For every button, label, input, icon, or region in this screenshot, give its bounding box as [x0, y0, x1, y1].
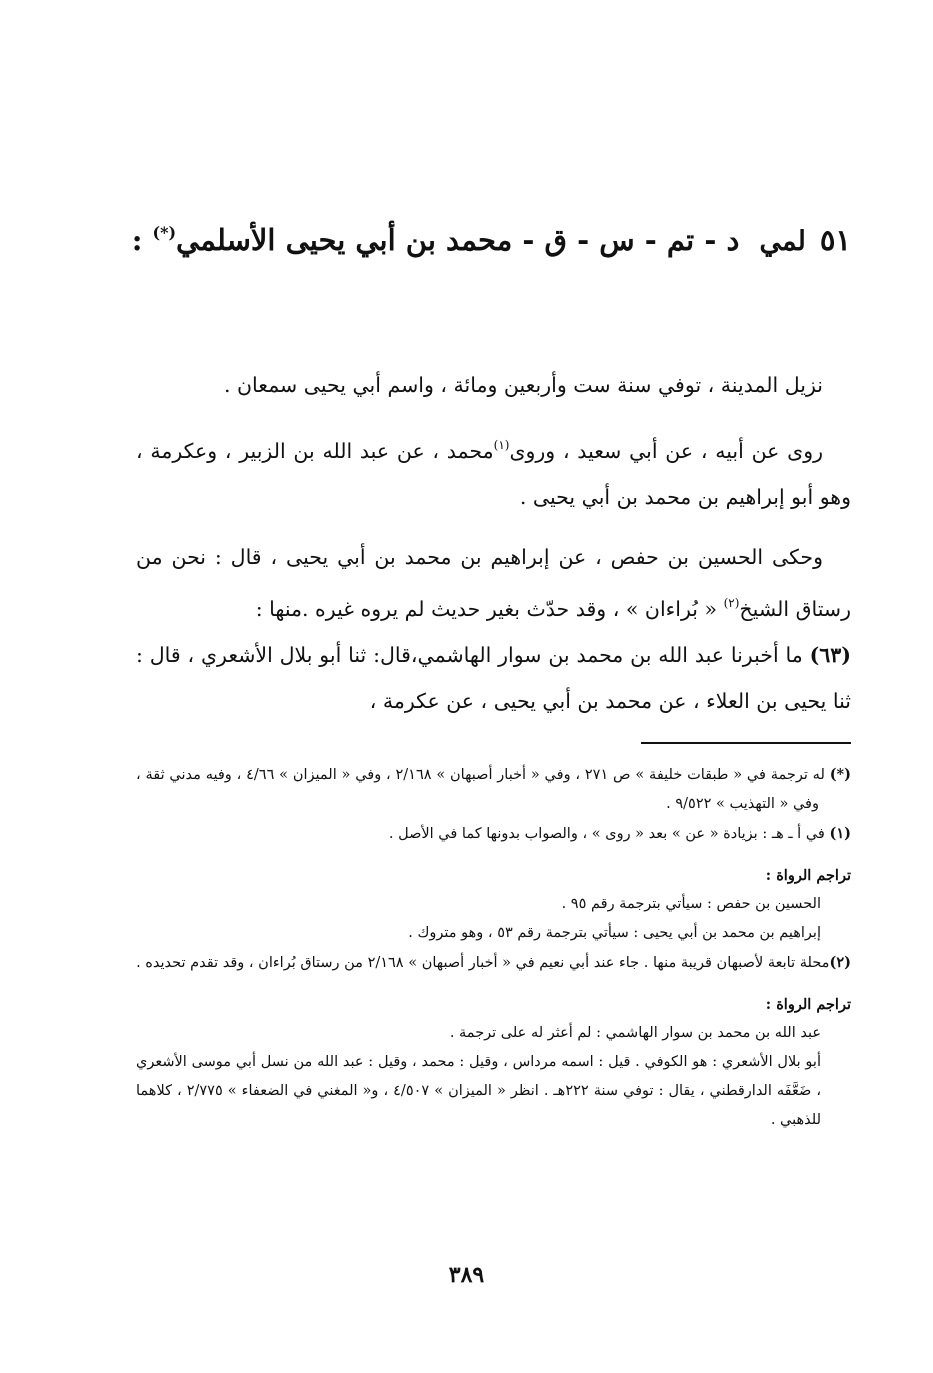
main-text — [136, 362, 851, 724]
footnotes — [136, 760, 851, 1135]
footnote-star-mark: (*) — [829, 766, 851, 783]
footnote-2 — [136, 948, 851, 978]
narrator-entry-3: عبد الله بن محمد بن سوار الهاشمي : لم أعثر له على ترجمة . — [449, 1025, 821, 1041]
footnote-1-mark: (١) — [829, 825, 851, 842]
narrator-entry-2: إبراهيم بن محمد بن أبي يحيى : سيأتي بترجمة رقم ٥٣ ، وهو متروك . — [408, 925, 821, 941]
paragraph-1: نزيل المدينة ، توفي سنة ست وأربعين ومائة ، واسم أبي يحيى سمعان . — [223, 373, 823, 397]
footnote-star-text: له ترجمة في « طبقات خليفة » ص ٢٧١ ، وفي « أخبار أصبهان » ٢/١٦٨ ، وفي « الميزان » ٤/٦٦ ، وفيه مدني ثقة ، وفي « التهذيب » ٩/٥٢٢ . — [136, 767, 825, 812]
hadith-text: ما أخبرنا عبد الله بن محمد بن سوار الهاشمي،قال: ثنا أبو بلال الأشعري ، قال : ثنا يحيى بن العلاء ، عن محمد بن أبي يحيى ، عن عكرمة ، — [136, 643, 851, 713]
paragraph-4 — [136, 632, 851, 724]
paragraph-3-part-b: « بُراءان » ، وقد حدّث بغير حديث لم يروه غيره .منها : — [255, 597, 718, 621]
footnote-2-mark: (٢) — [829, 954, 851, 971]
page-number: ٣٨٩ — [448, 1262, 485, 1288]
entry-number: ٥١ — [819, 223, 851, 257]
footnote-1-text: في أ ـ هـ : بزيادة « عن » بعد « روى » ، والصواب بدونها كما في الأصل . — [388, 826, 825, 842]
footnote-divider — [641, 742, 851, 744]
paragraph-2-part-b: محمد ، عن عبد الله بن الزبير ، وعكرمة ، وهو أبو إبراهيم بن محمد بن أبي يحيى . — [136, 439, 851, 509]
paragraph-2 — [136, 422, 851, 520]
paragraph-3-part-a: وحكى الحسين بن حفص ، عن إبراهيم بن محمد بن أبي يحيى ، قال : نحن من رستاق الشيخ — [136, 545, 851, 621]
narrators-heading-1: تراجم الرواة : — [765, 867, 851, 884]
footnote-2-text: محلة تابعة لأصبهان قريبة منها . جاء عند أبي نعيم في « أخبار أصبهان » ٢/١٦٨ من رستاق بُراءان ، وقد تقدم تحديده . — [136, 955, 830, 971]
entry-codes: د - تم - س - ق - — [522, 223, 740, 257]
paragraph-3 — [136, 534, 851, 632]
narrators-heading-2: تراجم الرواة : — [765, 996, 851, 1013]
paragraph-2-part-a: روى عن أبيه ، عن أبي سعيد ، وروى — [509, 439, 823, 463]
footnote-ref-2: (٢) — [723, 596, 740, 610]
narrator-entry-4: أبو بلال الأشعري : هو الكوفي . قيل : اسمه مرداس ، وقيل : محمد ، وقيل : عبد الله من نسل أبي موسى الأشعري ، ضَعَّفَه الدارقطني ، يقال : توفي سنة ٢٢٢هـ . انظر « الميزان » ٤/٥٠٧ ، و« المغني في الضعفاء » ٢/٧٧٥ ، كلاهما للذهبي . — [136, 1054, 821, 1128]
hadith-number: (٦٣) — [809, 643, 851, 667]
entry-heading — [131, 208, 851, 267]
footnote-star — [136, 760, 851, 819]
narrator-entry-1: الحسين بن حفص : سيأتي بترجمة رقم ٩٥ . — [561, 896, 821, 912]
entry-footnote-mark: (*) — [152, 223, 177, 242]
entry-name: محمد بن أبي يحيى الأسلمي — [176, 223, 513, 257]
footnote-ref-1: (١) — [493, 438, 510, 452]
entry-symbol: لمي — [759, 226, 806, 257]
footnote-1 — [136, 819, 851, 849]
entry-colon: : — [131, 223, 143, 257]
